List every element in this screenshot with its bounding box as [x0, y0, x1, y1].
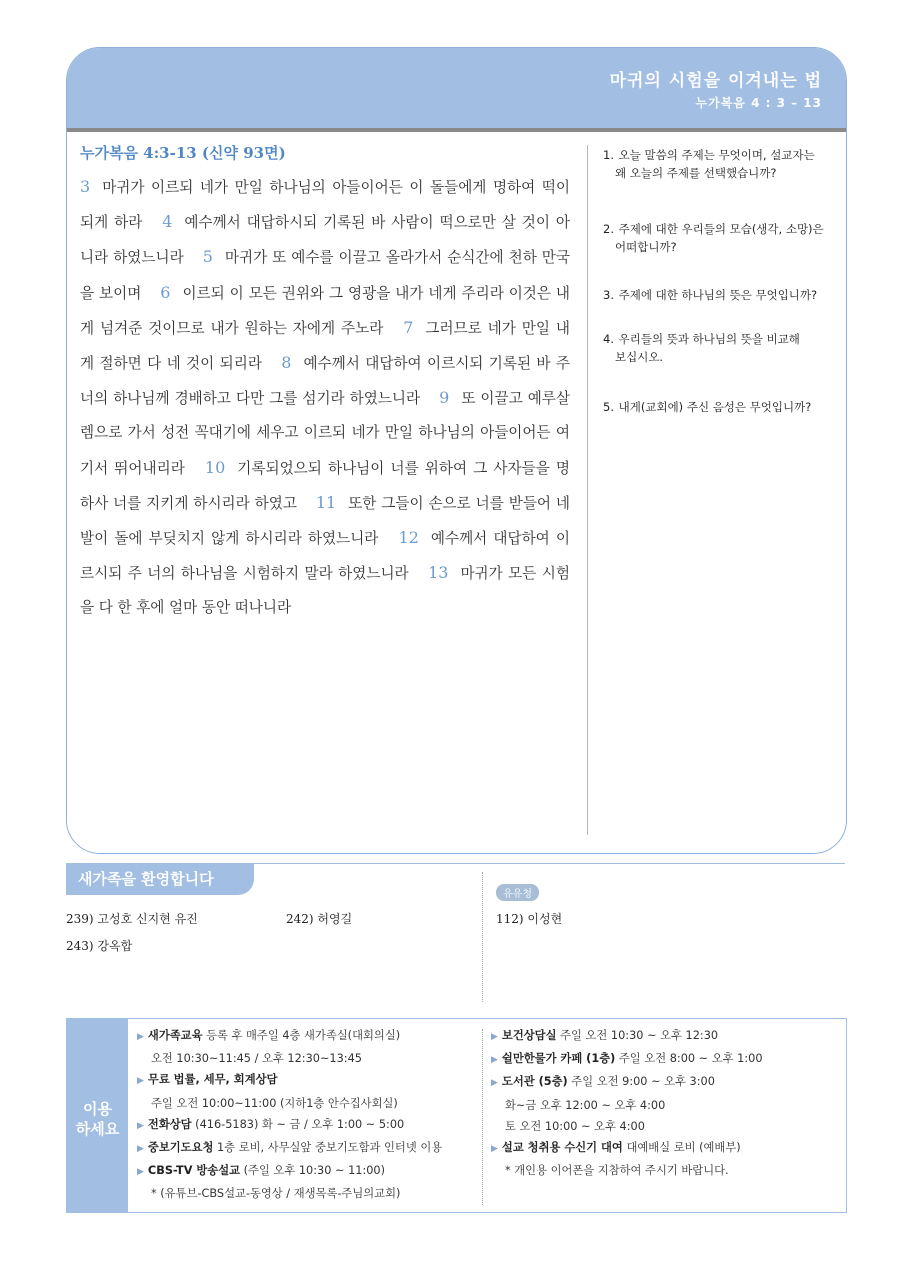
- info-line-title: 도서관 (5층): [501, 1075, 568, 1089]
- verse-text: 기록되었으되 하나님이 너를 위하여 그 사자들을 명하사 너를 지키게 하시리라 하였고: [80, 459, 571, 512]
- sermon-header: [67, 48, 846, 128]
- scripture-text: [80, 170, 570, 626]
- question-item: [603, 146, 835, 182]
- question-number: 3.: [603, 288, 614, 302]
- info-line: [491, 1025, 763, 1048]
- question-item: [603, 220, 835, 256]
- triangle-bullet-icon: ▶: [137, 1032, 144, 1042]
- info-line-title: CBS-TV 방송설교: [147, 1164, 241, 1178]
- triangle-bullet-icon: ▶: [137, 1076, 144, 1087]
- info-line: [137, 1025, 442, 1048]
- welcome-title: 새가족을 환영합니다: [66, 863, 254, 895]
- info-left-column: [137, 1025, 442, 1205]
- info-line: [137, 1137, 442, 1160]
- question-text-cont: 왜 오늘의 주제를 선택했습니까?: [615, 166, 777, 180]
- scripture-reference: 누가복음 4:3-13 (신약 93면): [80, 144, 286, 162]
- newcomer-entry: 243) 강옥합: [66, 939, 133, 953]
- info-line: [137, 1069, 442, 1092]
- welcome-column-divider: [482, 872, 483, 1002]
- info-line-text: 등록 후 매주일 4층 새가족실(대회의실): [202, 1029, 401, 1042]
- question-item: [603, 286, 835, 304]
- info-side-label: [67, 1019, 128, 1212]
- verse-text: 마귀가 이르되 네가 만일 하나님의 아들이어든 이 돌들에게 명하여 떡이 되게 하라: [80, 179, 570, 232]
- newcomer-entry: 239) 고성호 신지현 유진: [66, 912, 198, 926]
- verse-number: 9: [439, 388, 450, 408]
- info-line-text: (주일 오후 10:30 ~ 11:00): [240, 1164, 386, 1178]
- verse-number: 13: [428, 563, 449, 583]
- verse-number: 6: [160, 282, 171, 302]
- header-divider: [67, 128, 846, 132]
- info-line-text: 오전 10:30~11:45 / 오후 12:30~13:45: [151, 1052, 362, 1066]
- info-line: [137, 1114, 442, 1137]
- verse-text: 마귀가 모든 시험을 다 한 후에 얼마 동안 떠나니라: [80, 565, 571, 617]
- verse-number: 12: [398, 528, 419, 548]
- infant-badge: 유유청: [496, 884, 539, 901]
- info-line: [137, 1183, 442, 1204]
- info-line-text: 토 오전 10:00 ~ 오후 4:00: [505, 1119, 645, 1133]
- verse-text: 예수께서 대답하시되 기록된 바 사람이 떡으로만 살 것이 아니라 하였느니라: [80, 214, 570, 267]
- question-text-cont: 어떠합니까?: [615, 240, 677, 254]
- question-text: 주제에 대한 하나님의 뜻은 무엇입니까?: [618, 288, 818, 302]
- info-line: [491, 1160, 763, 1181]
- triangle-bullet-icon: ▶: [137, 1120, 144, 1131]
- question-text: 내게(교회에) 주신 음성은 무엇입니까?: [618, 400, 812, 414]
- question-number: 5.: [603, 400, 614, 414]
- verse-text: 마귀가 또 예수를 이끌고 올라가서 순식간에 천하 만국을 보이며: [80, 249, 570, 302]
- infant-entry: 112) 이성현: [496, 912, 563, 926]
- info-line-title: 중보기도요청: [147, 1141, 214, 1155]
- info-line-title: 무료 법률, 세무, 회계상담: [147, 1073, 278, 1087]
- info-line: [491, 1095, 763, 1116]
- question-item: [603, 398, 835, 416]
- sermon-passage: 누가복음 4 : 3 – 13: [695, 96, 822, 110]
- info-line-text: 주일 오전 10:00~11:00 (지하1층 안수집사회실): [151, 1096, 398, 1110]
- info-line-text: (416-5183) 화 ~ 금 / 오후 1:00 ~ 5:00: [191, 1117, 405, 1131]
- info-line-text: 주일 오전 10:30 ~ 오후 12:30: [556, 1029, 719, 1042]
- info-line: [491, 1071, 763, 1094]
- info-line-text: * (유튜브-CBS설교-동영상 / 재생목록-주님의교회): [151, 1187, 401, 1201]
- question-item: [603, 330, 835, 366]
- verse-number: 11: [315, 492, 337, 512]
- question-line: [603, 146, 835, 164]
- info-line-text: 대예배실 로비 (예배부): [622, 1141, 741, 1155]
- verse-number: 3: [80, 177, 91, 196]
- question-line: [603, 398, 835, 416]
- info-line-title: 설교 청취용 수신기 대여: [501, 1141, 623, 1155]
- verse-number: 8: [281, 353, 292, 373]
- info-line-text: * 개인용 이어폰을 지참하여 주시기 바랍니다.: [505, 1164, 729, 1178]
- question-line: [603, 220, 835, 238]
- question-line: [603, 330, 835, 348]
- info-line-title: 새가족교육: [147, 1029, 203, 1042]
- triangle-bullet-icon: ▶: [491, 1055, 498, 1066]
- verse-text: 또한 그들이 손으로 너를 받들어 네 발이 돌에 부딪치지 않게 하시리라 하였느니라: [80, 494, 570, 548]
- info-side-line: 하세요: [75, 1120, 120, 1138]
- question-line: [603, 286, 835, 304]
- column-divider: [587, 145, 588, 835]
- triangle-bullet-icon: ▶: [137, 1167, 144, 1178]
- info-line: [491, 1116, 763, 1137]
- info-column-divider: [482, 1029, 483, 1205]
- verse-text: 예수께서 대답하여 이르시되 주 너의 하나님을 시험하지 말라 하였느니라: [80, 530, 570, 583]
- info-side-line: 이용: [83, 1100, 112, 1118]
- newcomer-entry: 242) 허영길: [286, 912, 353, 926]
- triangle-bullet-icon: ▶: [491, 1078, 498, 1089]
- verse-number: 4: [162, 212, 173, 232]
- question-text: 우리들의 뜻과 하나님의 뜻을 비교해: [618, 332, 800, 346]
- info-line-title: 보건상담실: [501, 1029, 557, 1042]
- verse-text: 이르되 이 모든 권위와 그 영광을 내가 네게 주리라 이것은 내게 넘겨준 것이므로 내가 원하는 자에게 주노라: [80, 284, 571, 337]
- question-text: 주제에 대한 우리들의 모습(생각, 소망)은: [618, 222, 824, 236]
- question-number: 1.: [603, 148, 614, 162]
- info-line-text: 주일 오전 9:00 ~ 오후 3:00: [567, 1075, 715, 1089]
- verse-text: 예수께서 대답하여 이르시되 기록된 바 주 너의 하나님께 경배하고 다만 그를 섬기라 하였느니라: [80, 355, 570, 408]
- info-line: [137, 1093, 442, 1114]
- verse-text: 그러므로 네가 만일 내게 절하면 다 네 것이 되리라: [80, 319, 570, 373]
- info-line-title: 쉴만한물가 카페 (1층): [501, 1052, 616, 1066]
- info-line: [491, 1137, 763, 1160]
- verse-number: 10: [204, 457, 226, 477]
- triangle-bullet-icon: ▶: [491, 1144, 498, 1155]
- question-number: 4.: [603, 332, 614, 346]
- sermon-title: 마귀의 시험을 이겨내는 법: [609, 71, 822, 91]
- info-line: [137, 1048, 442, 1069]
- question-number: 2.: [603, 222, 614, 236]
- info-panel: [66, 1018, 847, 1213]
- question-text: 오늘 말씀의 주제는 무엇이며, 설교자는: [618, 148, 815, 162]
- verse-number: 7: [403, 317, 414, 337]
- verse-number: 5: [202, 247, 213, 267]
- triangle-bullet-icon: ▶: [491, 1032, 498, 1042]
- question-text-cont: 보십시오.: [615, 350, 664, 364]
- info-line-text: 화~금 오후 12:00 ~ 오후 4:00: [505, 1098, 666, 1112]
- info-line: [137, 1160, 442, 1183]
- info-right-column: [491, 1025, 763, 1181]
- verse-text: 또 이끌고 예루살렘으로 가서 성전 꼭대기에 세우고 이르되 네가 만일 하나님의 아들이어든 여기서 뛰어내리라: [80, 390, 571, 477]
- info-line-text: 1층 로비, 사무실앞 중보기도함과 인터넷 이용: [213, 1141, 443, 1155]
- info-line: [491, 1048, 763, 1071]
- triangle-bullet-icon: ▶: [137, 1144, 144, 1155]
- info-line-title: 전화상담: [147, 1117, 192, 1131]
- info-line-text: 주일 오전 8:00 ~ 오후 1:00: [615, 1052, 763, 1066]
